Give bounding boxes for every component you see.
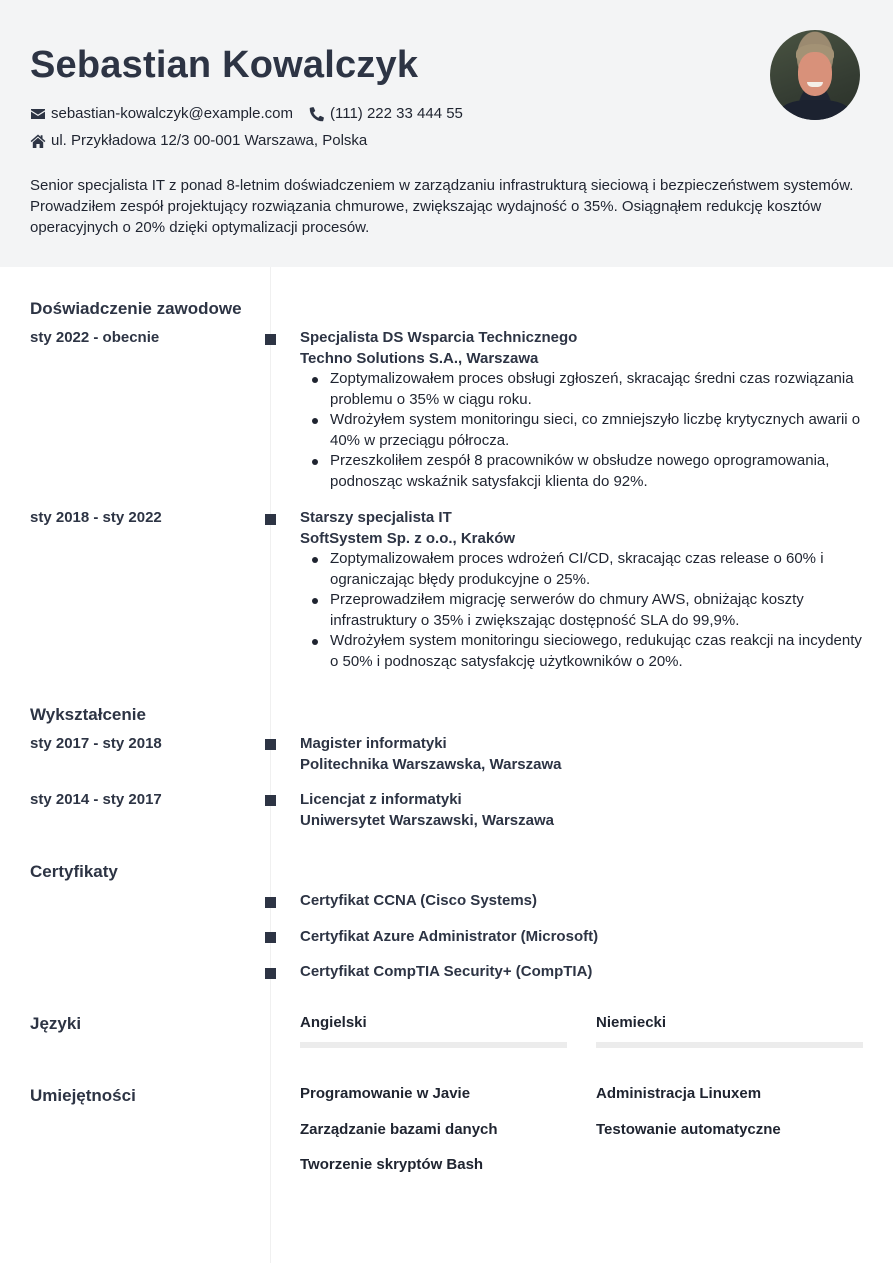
timeline-marker (265, 739, 276, 750)
school: Politechnika Warszawska, Warszawa (300, 756, 562, 773)
skill-item: Zarządzanie bazami danych (300, 1121, 498, 1138)
section-title-skills: Umiejętności (30, 1086, 136, 1105)
achievement-item: Przeszkoliłem zespół 8 pracowników w obsłudze nowego oprogramowania, podnosząc wskaźnik satysfakcji klienta do 92%. (300, 451, 863, 492)
experience-dates: sty 2022 - obecnie (30, 329, 160, 346)
candidate-name: Sebastian Kowalczyk (30, 44, 419, 86)
achievement-item: Wdrożyłem system monitoringu sieci, co zmniejszyło liczbę krytycznych awarii o 40% w przeciągu półrocza. (300, 410, 863, 451)
profile-summary: Senior specjalista IT z ponad 8-letnim doświadczeniem w zarządzaniu infrastrukturą sieciową i bezpieczeństwem systemów. Prowadziłem zespół projektujący rozwiązania chmurowe, zwiększając wydajność o 35%. Osiągnąłem redukcję kosztów operacyjnych o 20% dzięki optymalizacji procesów. (30, 177, 854, 236)
phone-item (309, 105, 463, 122)
timeline-marker (265, 897, 276, 908)
company: SoftSystem Sp. z o.o., Kraków (300, 530, 516, 547)
timeline-marker (265, 968, 276, 979)
section-title-education: Wykształcenie (30, 705, 146, 724)
achievement-list (300, 369, 863, 493)
envelope-icon (30, 106, 46, 122)
phone-icon (309, 106, 325, 122)
timeline-marker (265, 795, 276, 806)
language-item (300, 1014, 567, 1048)
address-item (30, 132, 367, 149)
certificate-item: Certyfikat CCNA (Cisco Systems) (300, 892, 538, 909)
experience-entry (300, 328, 863, 493)
education-entry (300, 734, 863, 775)
timeline-divider (270, 267, 271, 1263)
address-text: ul. Przykładowa 12/3 00-001 Warszawa, Polska (51, 132, 368, 149)
timeline-marker (265, 514, 276, 525)
education-entry (300, 790, 863, 831)
home-icon (30, 133, 46, 149)
education-dates: sty 2017 - sty 2018 (30, 735, 162, 752)
education-dates: sty 2014 - sty 2017 (30, 791, 162, 808)
company: Techno Solutions S.A., Warszawa (300, 350, 539, 367)
job-title: Specjalista DS Wsparcia Technicznego (300, 329, 578, 346)
timeline-marker (265, 932, 276, 943)
achievement-item: Zoptymalizowałem proces wdrożeń CI/CD, skracając czas release o 60% i ograniczając błędy produkcyjne o 25%. (300, 549, 863, 590)
language-item (596, 1014, 863, 1048)
resume-header (0, 0, 893, 267)
achievement-list (300, 549, 863, 673)
skill-item: Tworzenie skryptów Bash (300, 1156, 484, 1173)
achievement-item: Wdrożyłem system monitoringu sieciowego, redukując czas reakcji na incydenty o 50% i podnosząc satysfakcję użytkowników o 20%. (300, 631, 863, 672)
avatar (770, 30, 860, 120)
phone-text[interactable]: (111) 222 33 444 55 (330, 105, 463, 122)
school: Uniwersytet Warszawski, Warszawa (300, 812, 554, 829)
email-text[interactable]: sebastian-kowalczyk@example.com (51, 105, 293, 122)
skill-item: Testowanie automatyczne (596, 1121, 781, 1138)
achievement-item: Przeprowadziłem migrację serwerów do chmury AWS, obniżając koszty infrastruktury o 35% i zwiększając dostępność SLA do 99,9%. (300, 590, 863, 631)
skill-item: Programowanie w Javie (300, 1085, 471, 1102)
timeline-marker (265, 334, 276, 345)
section-title-languages: Języki (30, 1014, 82, 1033)
language-name: Niemiecki (596, 1014, 667, 1031)
certificate-item: Certyfikat Azure Administrator (Microsoft) (300, 928, 599, 945)
language-name: Angielski (300, 1014, 367, 1031)
contact-row (30, 105, 479, 122)
section-title-experience: Doświadczenie zawodowe (30, 299, 242, 318)
address-row (30, 132, 383, 149)
job-title: Starszy specjalista IT (300, 509, 452, 526)
degree: Magister informatyki (300, 735, 447, 752)
section-title-certificates: Certyfikaty (30, 862, 118, 881)
email-item (30, 105, 293, 122)
language-level-bar (300, 1042, 567, 1048)
achievement-item: Zoptymalizowałem proces obsługi zgłoszeń, skracając średni czas rozwiązania problemu o 35% w ciągu roku. (300, 369, 863, 410)
experience-dates: sty 2018 - sty 2022 (30, 509, 162, 526)
degree: Licencjat z informatyki (300, 791, 462, 808)
certificate-item: Certyfikat CompTIA Security+ (CompTIA) (300, 963, 593, 980)
experience-entry (300, 508, 863, 673)
language-level-bar (596, 1042, 863, 1048)
skill-item: Administracja Linuxem (596, 1085, 762, 1102)
